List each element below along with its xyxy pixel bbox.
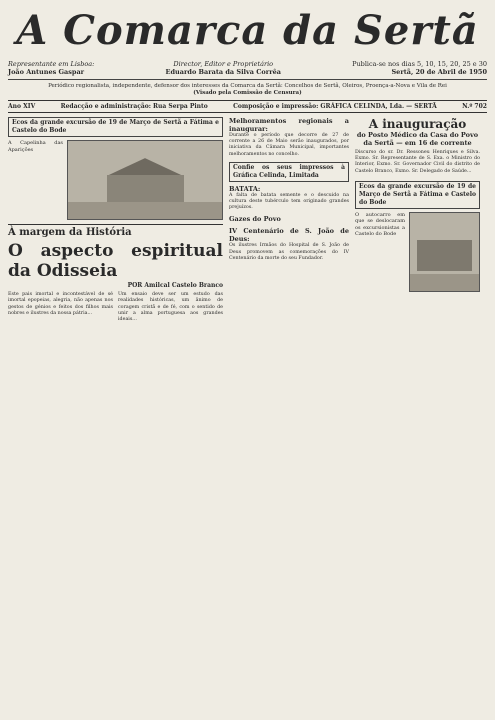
inauguration-title: A inauguração bbox=[368, 117, 467, 131]
year-label: Ano XIV bbox=[8, 103, 36, 110]
tagline: Periódico regionalista, independente, defensor dos interesses da Comarca da Sertã: Concelhos de Sertã, Oleiros, Proença-a-Nova e Vila de Rei bbox=[48, 83, 447, 89]
article-col-a bbox=[8, 292, 113, 323]
excursion-headline: Ecos da grande excursão de 19 de Março de Sertã a Fátima e Castelo do Bode bbox=[8, 117, 223, 137]
center-label: Director, Editor e Proprietário bbox=[173, 60, 274, 68]
left-name: João Antunes Gaspar bbox=[8, 68, 85, 76]
batata-head: BATATA: bbox=[229, 184, 261, 193]
bus-photo-row bbox=[355, 212, 480, 292]
bus-caption: O autocarro em que se deslocaram os excursionistas a Castelo do Bode bbox=[355, 211, 405, 238]
excursion-headline-2: Ecos da grande excursão de 19 de Março de Sertã a Fátima e Castelo do Bode bbox=[355, 181, 480, 209]
photo-caption: A Capelinha das Aparições bbox=[8, 140, 63, 153]
column-middle bbox=[229, 117, 349, 323]
article-author: POR Amilcal Castelo Branco bbox=[127, 282, 223, 289]
centenary-body: Os ilustres Irmãos do Hospital de S. João de Deus promovem as comemorações do IV Centenário da morte do seu Fundador. bbox=[229, 243, 349, 261]
melhoramentos-head: Melhoramentos regionais a inaugurar: bbox=[229, 117, 349, 133]
print-label: Composição e impressão: GRÁFICA CELINDA, Lda. — SERTÃ bbox=[233, 103, 437, 110]
article-body bbox=[8, 292, 223, 323]
bus-photo bbox=[409, 212, 480, 292]
right-date: Sertã, 20 de Abril de 1950 bbox=[391, 68, 487, 76]
batata-body: A falta de batata semente e o descuido na cultura deste tubérculo tem originado grandes prejuízos. bbox=[229, 192, 349, 211]
centenary-head: IV Centenário de S. João de Deus: bbox=[229, 227, 349, 244]
inauguration-body: Discurso do sr. Dr. Ressoneu Henriques e Silva. Exmo. Sr. Representante de S. Exa. o Ministro do Interior, Exmo. Sr. Governador Civil do distrito de Castelo Branco, Exmo. Sr. Delegado de Saúde... bbox=[355, 150, 480, 174]
chapel-photo bbox=[67, 140, 223, 220]
visado-note: (Visado pela Comissão de Censura) bbox=[193, 90, 302, 96]
column-right bbox=[355, 117, 480, 323]
gazes-head: Gazes do Povo bbox=[229, 215, 281, 224]
divider bbox=[8, 79, 487, 80]
center-name: Eduardo Barata da Silva Corrêa bbox=[165, 68, 281, 76]
article-text-2: Um ensaio deve ser um estudo das realidades históricas, um ânimo de coragem cristã e de fé, com o sentido de unir a alma portuguesa aos grandes ideais... bbox=[118, 292, 223, 323]
header-left bbox=[8, 60, 94, 76]
columns bbox=[8, 117, 487, 323]
melhoramentos-body: Durante o período que decorre de 27 de corrente a 26 de Maio serão inaugurados, por iniciativa da Câmara Municipal, importantes melhoramentos no concelho. bbox=[229, 133, 349, 157]
issue-number: N.º 702 bbox=[462, 103, 487, 110]
masthead-title: A Comarca da Sertã bbox=[16, 7, 479, 54]
header-center bbox=[166, 60, 281, 76]
info-bar bbox=[8, 100, 487, 113]
grafica-box: Confie os seus impressos à Gráfica Celinda, Limitada bbox=[229, 162, 349, 182]
header-subline bbox=[8, 60, 487, 76]
header-right bbox=[352, 60, 487, 76]
right-pub: Publica-se nos dias 5, 10, 15, 20, 25 e 30 bbox=[352, 60, 487, 68]
column-left bbox=[8, 117, 223, 323]
article-title: O aspecto espiritual da Odisseia bbox=[8, 241, 223, 281]
inauguration-sub: do Posto Médico da Casa do Povo da Sertã — em 16 de corrente bbox=[356, 131, 479, 147]
section-title: À margem da História bbox=[8, 224, 223, 239]
photo-row bbox=[8, 140, 223, 220]
admin-label: Redacção e administração: Rua Serpa Pinto bbox=[60, 103, 208, 110]
article-col-b bbox=[118, 292, 223, 323]
article-text-1: Este pais imortal e incontestável de sé imortal epopeias, alegria, não apenas nos gestos de génios e feitos dos filhos mais nobres e ilustres da nossa pátria... bbox=[8, 292, 113, 316]
left-label: Representante em Lisboa: bbox=[8, 60, 95, 68]
